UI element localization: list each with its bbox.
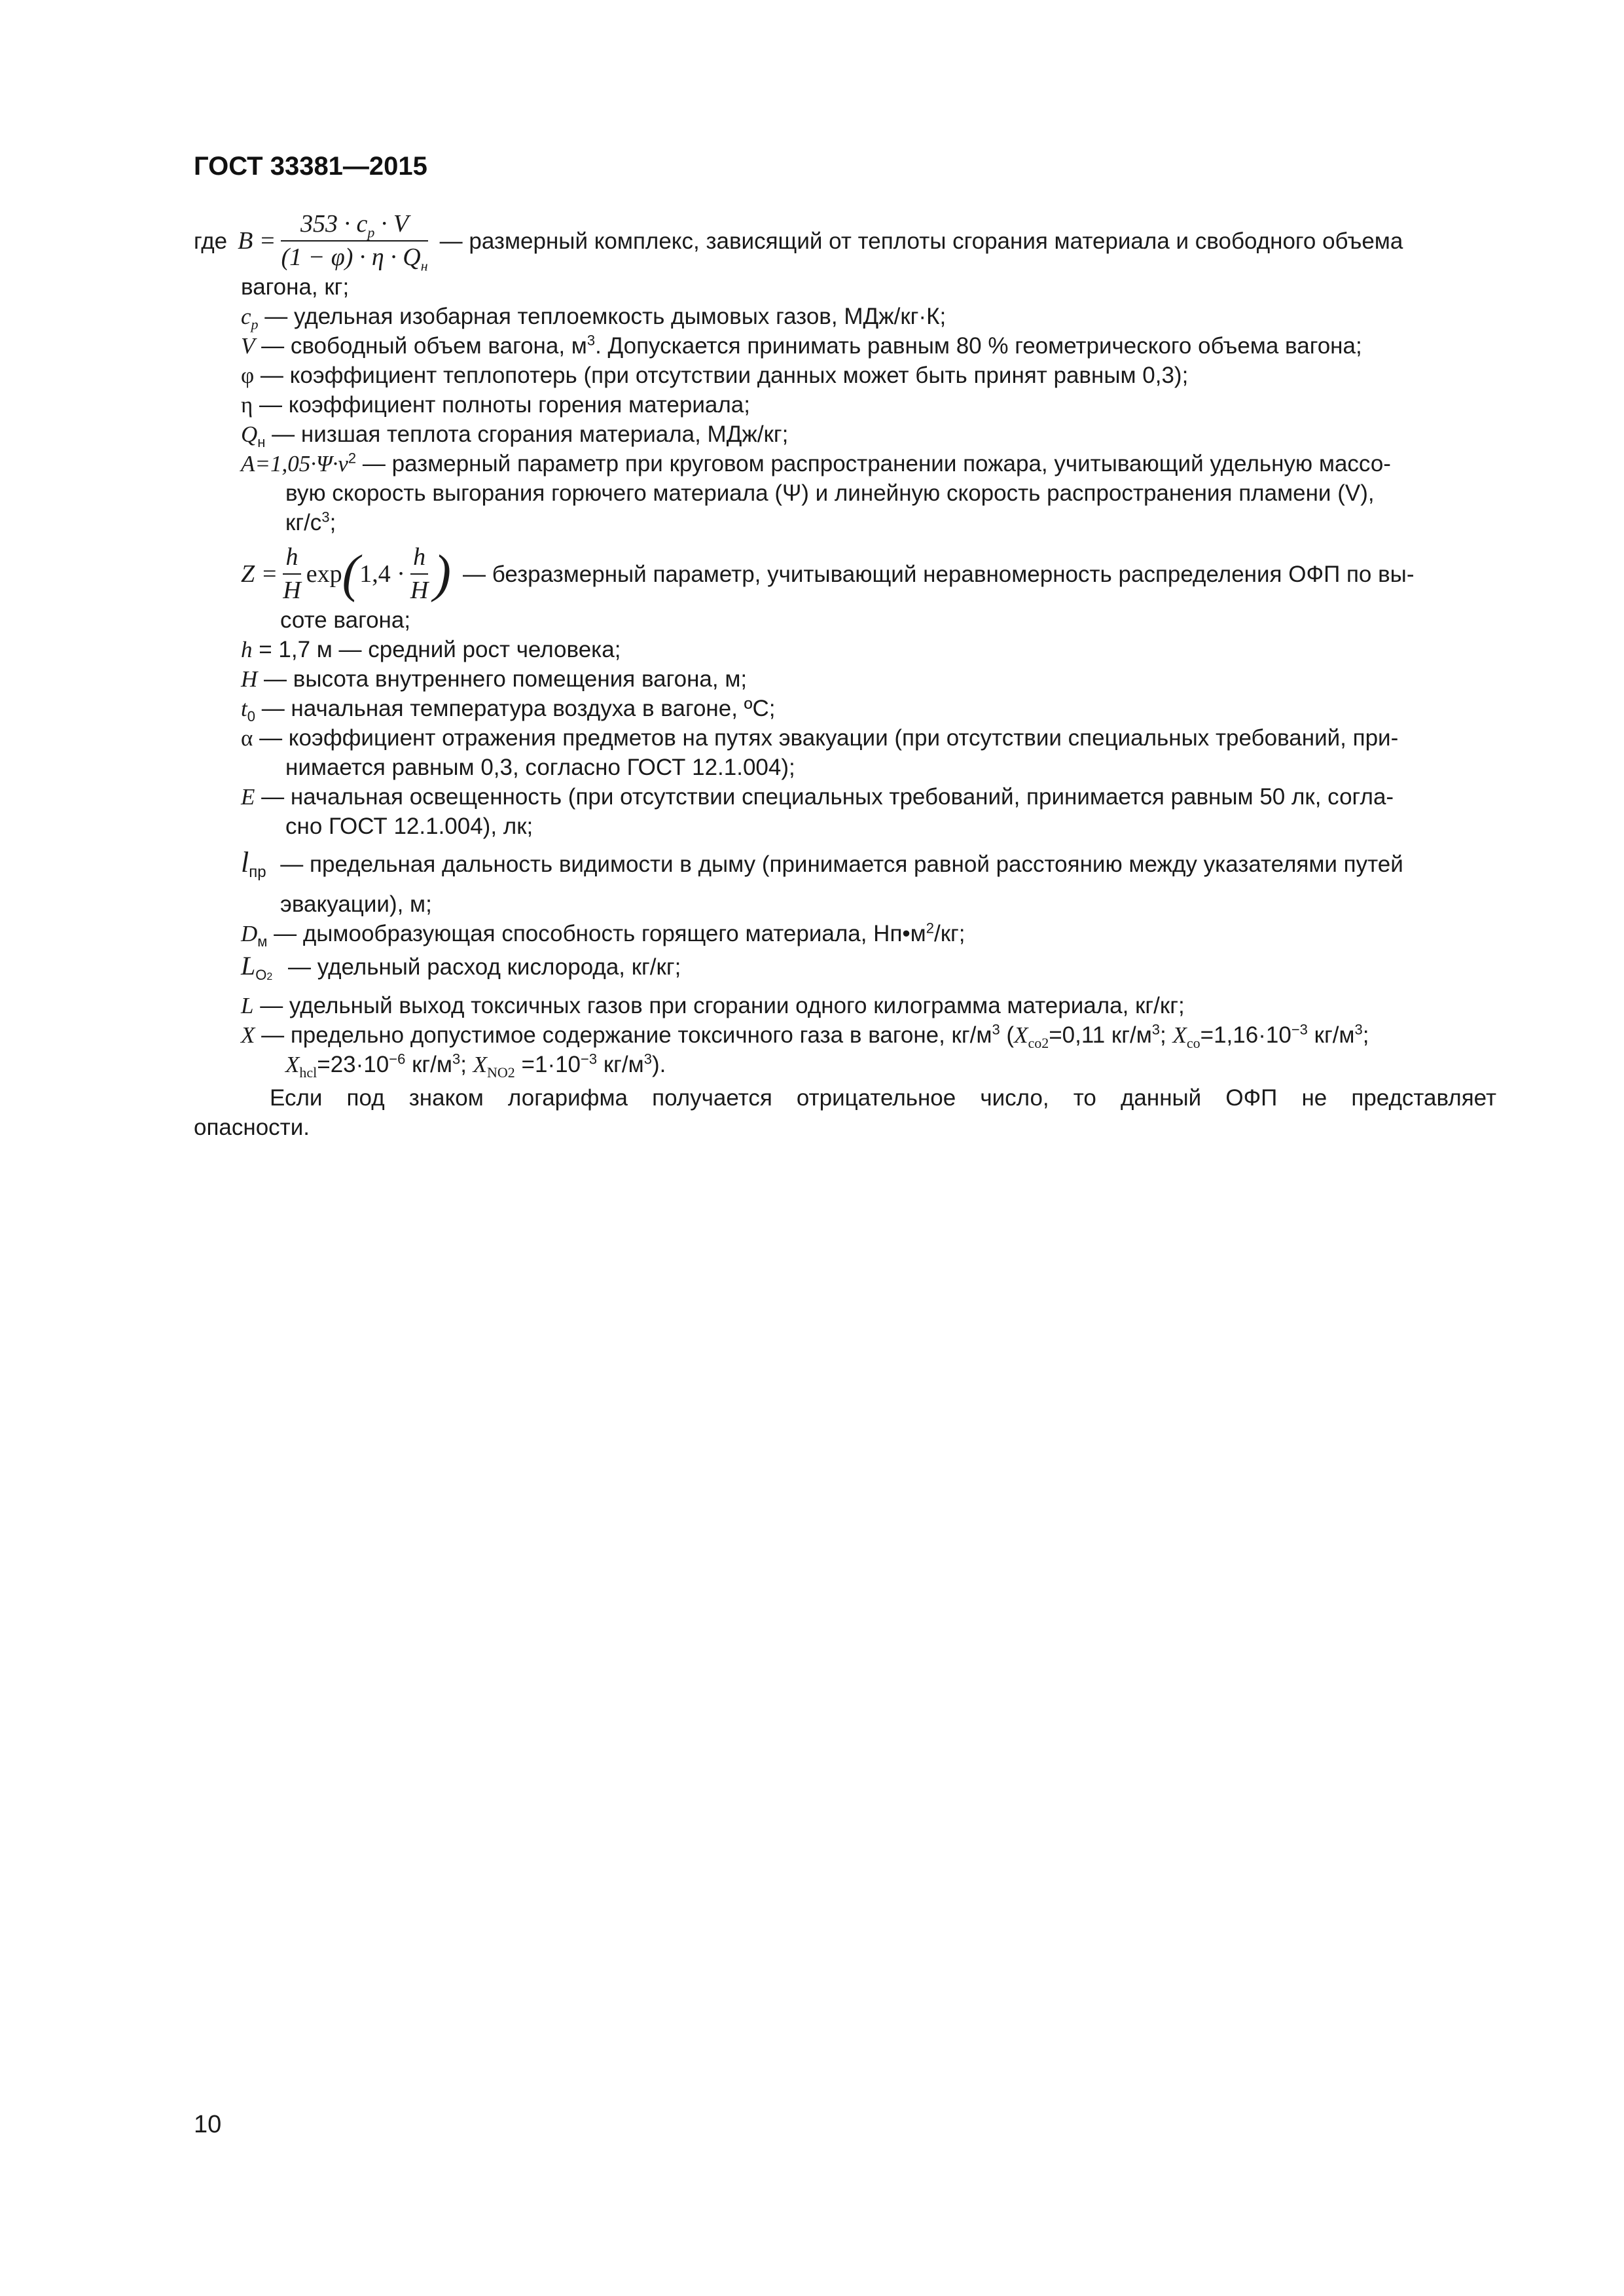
formula-b-fraction (281, 209, 427, 272)
def-alpha-cont: нимается равным 0,3, согласно ГОСТ 12.1.004); (285, 755, 795, 780)
def-E-cont: сно ГОСТ 12.1.004), лк; (285, 814, 533, 839)
document-header: ГОСТ 33381—2015 (194, 152, 427, 181)
formula-b (238, 209, 433, 272)
formula-z-fraction-2 (410, 543, 428, 605)
def-L: L — удельный выход токсичных газов при сгорании одного килограмма материала, кг/кг; (241, 993, 1185, 1018)
def-a-cont1: вую скорость выгорания горючего материала (Ψ) и линейную скорость распространения пламени (V), (285, 480, 1375, 506)
def-X: X — предельно допустимое содержание токсичного газа в вагоне, $кг/м^3$ ($X_{co2}=0,11$ $кг/м^3$; $X_{co}=1,16\cdot 10^{-3}$ $кг/м^3$; (241, 1021, 1369, 1051)
formula-z-lhs: Z = (241, 560, 278, 588)
def-lo2: $L_{O2}$ — удельный расход кислорода, кг/кг; (241, 951, 681, 983)
formula-z-row (194, 543, 1496, 605)
formula-z (241, 543, 451, 605)
formula-b-lhs: B = (238, 226, 276, 255)
def-h: h = 1,7 м — средний рост человека; (241, 637, 621, 662)
formula-z-den2: H (410, 577, 429, 604)
formula-z-den1: H (283, 577, 301, 604)
formula-z-num1: h (283, 543, 300, 575)
def-dm: $D_м$ — дымообразующая способность горящего материала, $Нп•м^2/кг$; (241, 920, 965, 950)
where-word: где (194, 228, 228, 254)
formula-z-inner: 1,4 · (359, 560, 405, 588)
def-X-cont: $X_{hcl}=23\cdot 10^{-6}$ $кг/м^3$; $X_{NO2} =1\cdot 10^{-3}$ $кг/м^3$). (285, 1050, 666, 1081)
def-cp: $c_p$ — удельная изобарная теплоемкость дымовых газов, МДж/кг·К; (241, 304, 947, 332)
left-paren-icon: ( (342, 545, 360, 603)
def-q: $Q_н$ — низшая теплота сгорания материала, МДж/кг; (241, 422, 789, 450)
right-paren-icon: ) (433, 545, 451, 603)
def-a: $A=1,05\cdot\Psi\cdot v^2$ — размерный параметр при круговом распространении пожара, учитывающий удельную массо- (241, 450, 1391, 476)
def-eta: η — коэффициент полноты горения материала; (241, 392, 750, 418)
def-l: $l_{пр}$ — предельная дальность видимости в дыму (принимается равной расстоянию между указателями путей (241, 846, 1403, 881)
def-a-cont2: $кг/с^3$; (285, 509, 336, 535)
formula-b-numerator: $353 \cdot c_p \cdot V$ (281, 209, 427, 242)
closing-paragraph-line2: опасности. (194, 1115, 310, 1140)
formula-z-description: — безразмерный параметр, учитывающий неравномерность распределения ОФП по вы- (463, 561, 1415, 587)
formula-b-description-cont: вагона, кг; (241, 274, 350, 300)
formula-z-num2: h (410, 543, 428, 575)
def-alpha: α — коэффициент отражения предметов на путях эвакуации (при отсутствии специальных требований, при- (241, 725, 1399, 751)
formula-b-row (194, 209, 1496, 272)
def-v: V — свободный объем вагона, $м^3$. Допускается принимать равным 80 % геометрического объема вагона; (241, 332, 1362, 359)
def-H: H — высота внутреннего помещения вагона, м; (241, 666, 748, 692)
def-E: E — начальная освещенность (при отсутствии специальных требований, принимается равным 50 лк, согла- (241, 784, 1394, 810)
document-body (194, 209, 1496, 1142)
def-phi: φ — коэффициент теплопотерь (при отсутствии данных может быть принят равным 0,3); (241, 363, 1189, 388)
formula-b-description: — размерный комплекс, зависящий от теплоты сгорания материала и свободного объема (439, 228, 1403, 254)
formula-z-exp: exp (306, 560, 342, 588)
def-l-cont: эвакуации), м; (280, 891, 432, 917)
formula-z-description-cont: соте вагона; (280, 607, 411, 633)
closing-paragraph-line1: Если под знаком логарифма получается отрицательное число, то данный ОФП не представляет (270, 1085, 1496, 1111)
page-number: 10 (194, 2111, 222, 2138)
formula-z-fraction-1 (283, 543, 300, 605)
formula-b-denominator: $(1 - \varphi) \cdot \eta \cdot Q_н$ (281, 243, 428, 274)
def-t0: $t_0$ — начальная температура воздуха в вагоне, ºС; (241, 696, 776, 725)
